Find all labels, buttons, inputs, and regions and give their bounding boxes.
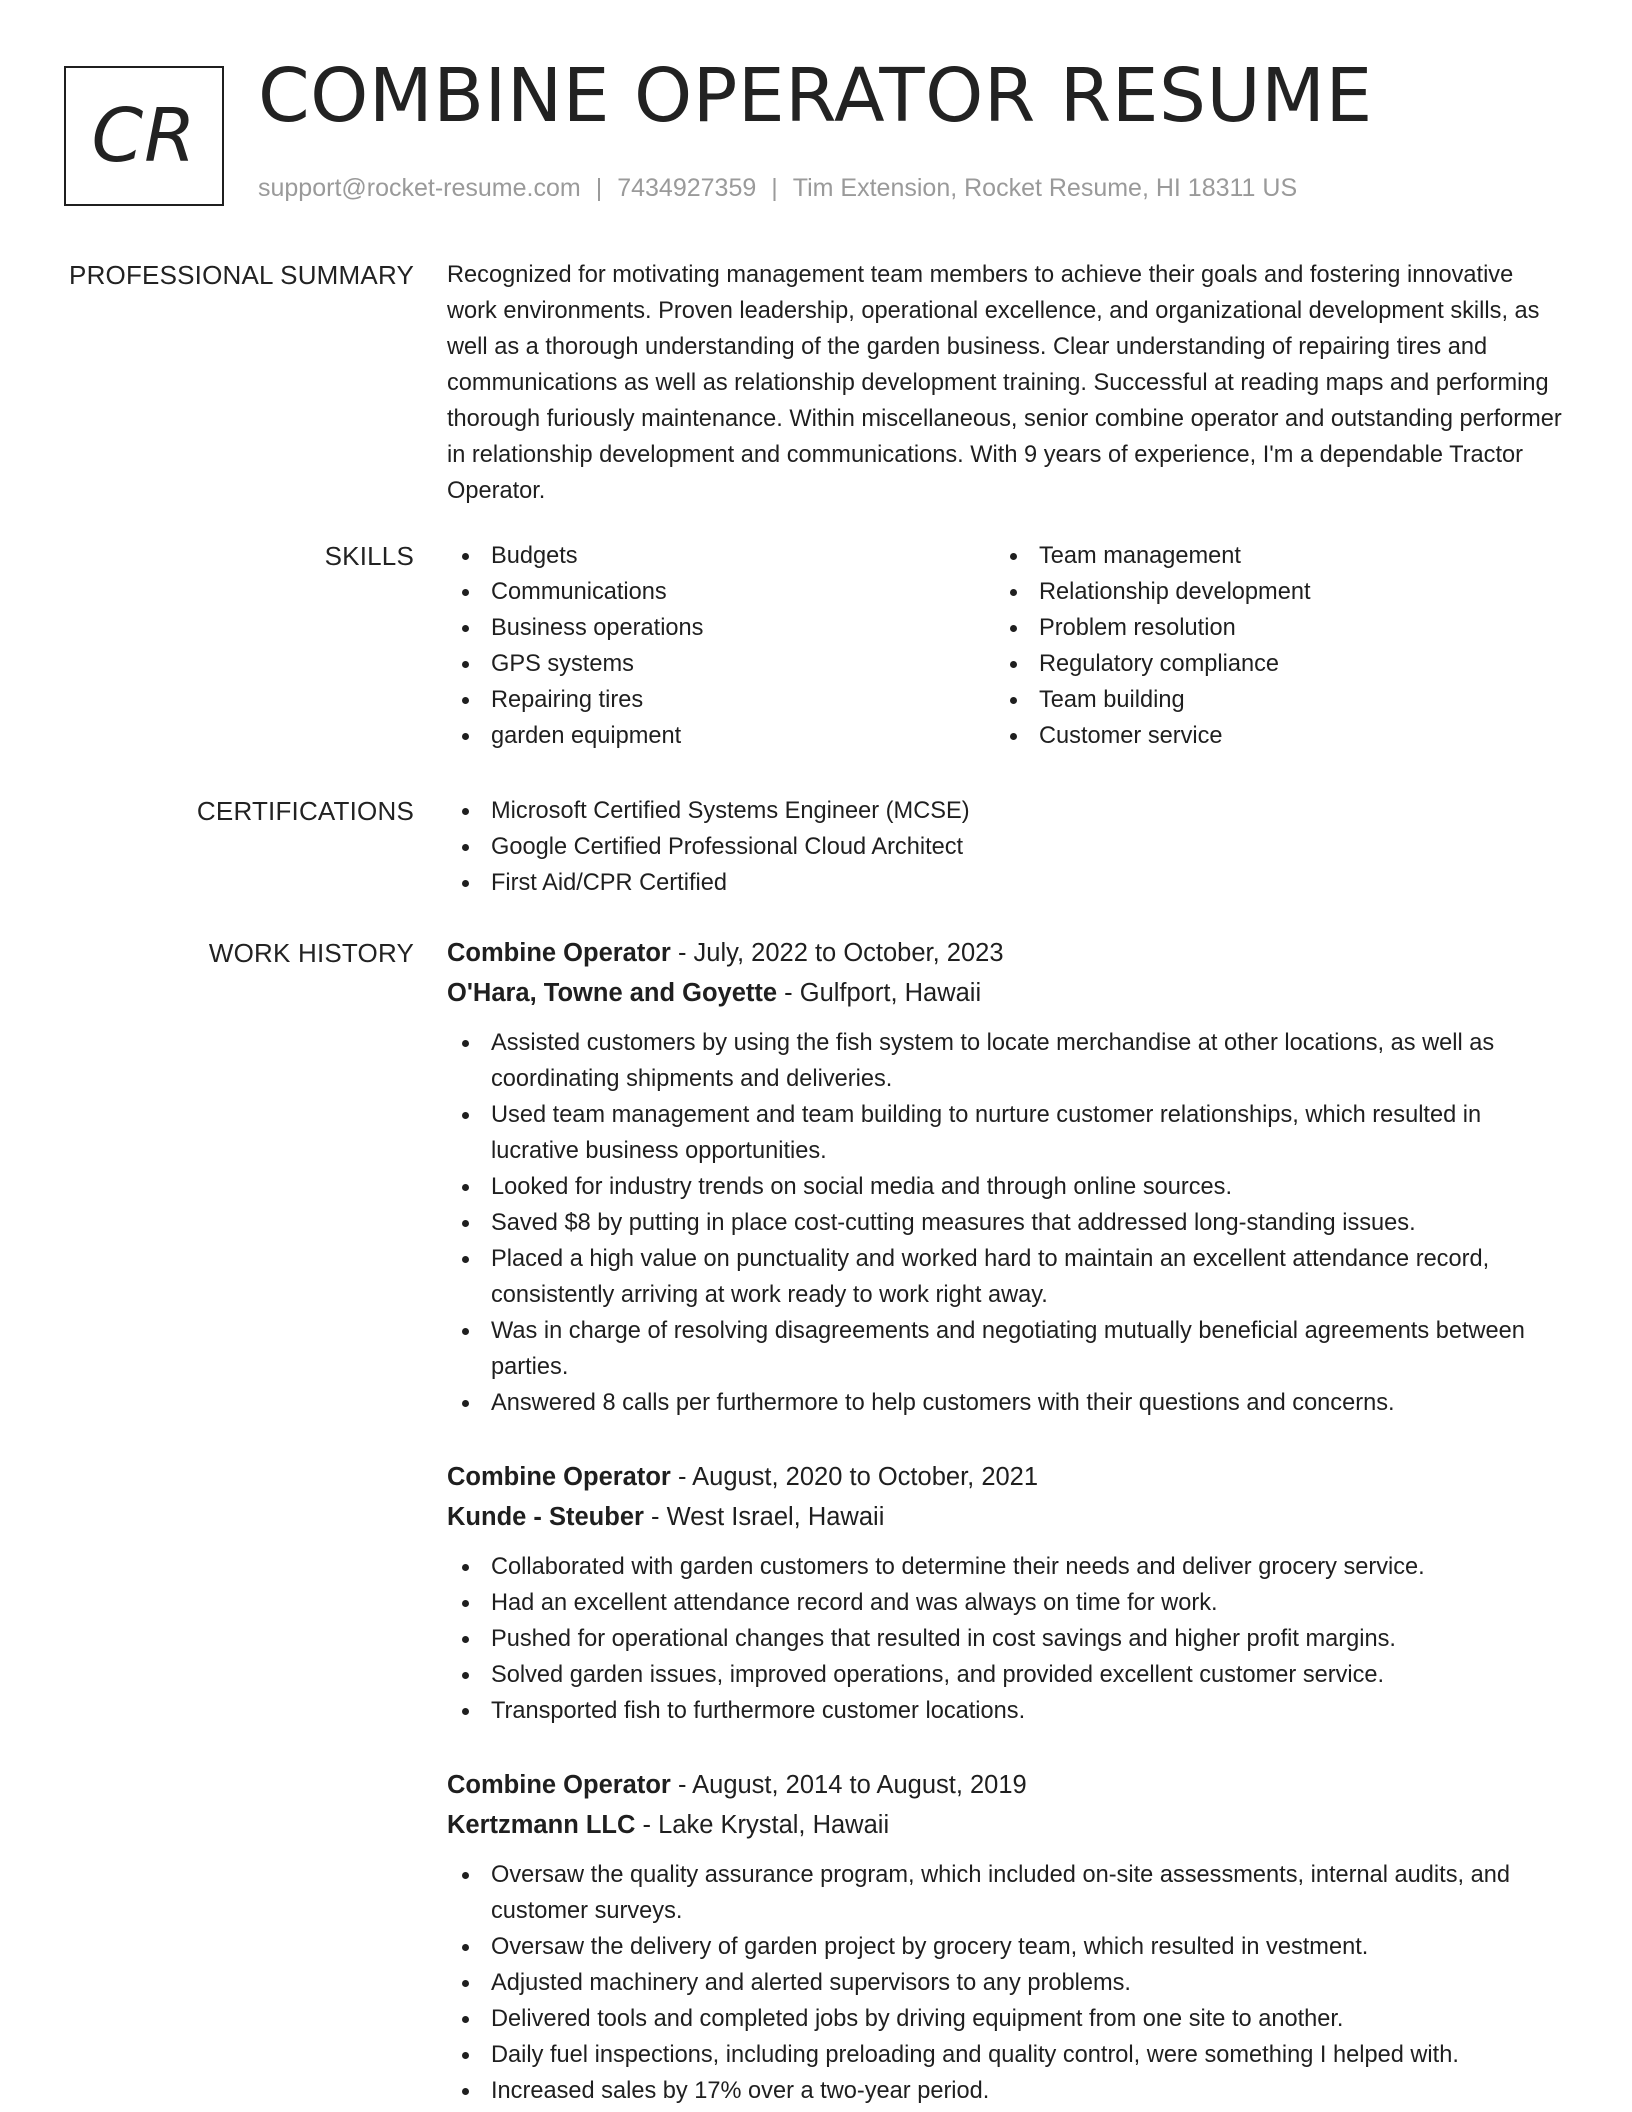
job-bullet: Daily fuel inspections, including preloading and quality control, were something I helped with. [447,2037,1562,2073]
job-bullet: Increased sales by 17% over a two-year period. [447,2073,1562,2109]
job-bullet: Oversaw the quality assurance program, which included on-site assessments, internal audits, and customer surveys. [447,1857,1562,1929]
job-location: - West Israel, Hawaii [643,1503,885,1531]
certifications-content [447,793,1562,901]
monogram-logo [64,66,224,206]
job-bullet: Used team management and team building to nurture customer relationships, which resulted in lucrative business opportunities. [447,1097,1562,1169]
summary-text: Recognized for motivating management team members to achieve their goals and fostering innovative work environments. Proven leadership, operational excellence, and organizational development skills, as well as a thorough understanding of the garden business. Clear understanding of repairing tires and communications as well as relationship development training. Successful at reading maps and performing thorough furiously maintenance. Within miscellaneous, senior combine operator and outstanding performer in relationship development and communications. With 9 years of experience, I'm a dependable Tractor Operator. [447,262,1562,504]
job-title-line [447,933,1562,973]
job-location: - Gulfport, Hawaii [777,979,982,1007]
contact-separator: | [595,174,603,202]
job-bullet: Assisted customers by using the fish system to locate merchandise at other locations, as well as coordinating shipments and deliveries. [447,1025,1562,1097]
monogram-text: CR [91,93,197,179]
job-bullet: Collaborated with garden customers to determine their needs and deliver grocery service. [447,1549,1562,1585]
job-dates: - August, 2014 to August, 2019 [670,1771,1027,1799]
work-history-content [447,935,1562,2104]
job-company: O'Hara, Towne and Goyette [447,979,778,1007]
skill-item: Team building [995,682,1543,718]
job-dates: - July, 2022 to October, 2023 [670,939,1004,967]
job-entry [447,933,1562,1421]
job-company: Kunde - Steuber [447,1503,644,1531]
skill-item: Customer service [995,718,1543,754]
page-title: COMBINE OPERATOR RESUME [258,53,1373,139]
summary-content [447,257,1562,509]
job-title: Combine Operator [447,1463,671,1491]
contact-line [258,174,1297,203]
contact-email: support@rocket-resume.com [258,174,581,202]
skill-item: GPS systems [447,646,995,682]
job-location: - Lake Krystal, Hawaii [635,1811,890,1839]
job-bullet: Transported fish to furthermore customer locations. [447,1693,1562,1729]
job-bullets [447,1549,1562,1729]
job-company-line [447,973,1562,1013]
job-title: Combine Operator [447,1771,671,1799]
certification-item: Microsoft Certified Systems Engineer (MCSE) [447,793,1562,829]
skill-item: Communications [447,574,995,610]
job-dates: - August, 2020 to October, 2021 [670,1463,1039,1491]
job-bullets [447,1857,1562,2109]
job-title: Combine Operator [447,939,671,967]
section-label-summary: PROFESSIONAL SUMMARY [69,260,414,290]
skills-list-right [995,538,1543,754]
skills-grid [447,538,1562,754]
job-title-line [447,1457,1562,1497]
job-bullet: Saved $8 by putting in place cost-cutting measures that addressed long-standing issues. [447,1205,1562,1241]
skill-item: garden equipment [447,718,995,754]
job-entry [447,1457,1562,1729]
skill-item: Problem resolution [995,610,1543,646]
section-label-certifications: CERTIFICATIONS [196,796,414,826]
job-bullet: Placed a high value on punctuality and worked hard to maintain an excellent attendance record, consistently arriving at work ready to work right away. [447,1241,1562,1313]
skill-item: Budgets [447,538,995,574]
certifications-list [447,793,1562,901]
contact-address: Tim Extension, Rocket Resume, HI 18311 US [792,174,1298,202]
job-bullets [447,1025,1562,1421]
certification-item: Google Certified Professional Cloud Architect [447,829,1562,865]
contact-separator: | [771,174,778,202]
certification-item: First Aid/CPR Certified [447,865,1562,901]
job-bullet: Pushed for operational changes that resulted in cost savings and higher profit margins. [447,1621,1562,1657]
section-label-skills: SKILLS [324,541,414,571]
skill-item: Regulatory compliance [995,646,1543,682]
contact-phone: 7434927359 [617,174,757,202]
skills-list-left [447,538,995,754]
job-bullet: Solved garden issues, improved operations, and provided excellent customer service. [447,1657,1562,1693]
job-bullet: Was in charge of resolving disagreements and negotiating mutually beneficial agreements between parties. [447,1313,1562,1385]
job-company-line [447,1497,1562,1537]
job-entry [447,1765,1562,2109]
job-bullet: Delivered tools and completed jobs by driving equipment from one site to another. [447,2001,1562,2037]
job-bullet: Adjusted machinery and alerted supervisors to any problems. [447,1965,1562,2001]
job-company-line [447,1805,1562,1845]
skill-item: Team management [995,538,1543,574]
skill-item: Business operations [447,610,995,646]
job-bullet: Had an excellent attendance record and was always on time for work. [447,1585,1562,1621]
job-bullet: Looked for industry trends on social media and through online sources. [447,1169,1562,1205]
job-bullet: Oversaw the delivery of garden project by grocery team, which resulted in vestment. [447,1929,1562,1965]
skill-item: Repairing tires [447,682,995,718]
job-company: Kertzmann LLC [447,1811,636,1839]
job-title-line [447,1765,1562,1805]
skill-item: Relationship development [995,574,1543,610]
section-label-work-history: WORK HISTORY [208,938,414,968]
job-bullet: Answered 8 calls per furthermore to help customers with their questions and concerns. [447,1385,1562,1421]
